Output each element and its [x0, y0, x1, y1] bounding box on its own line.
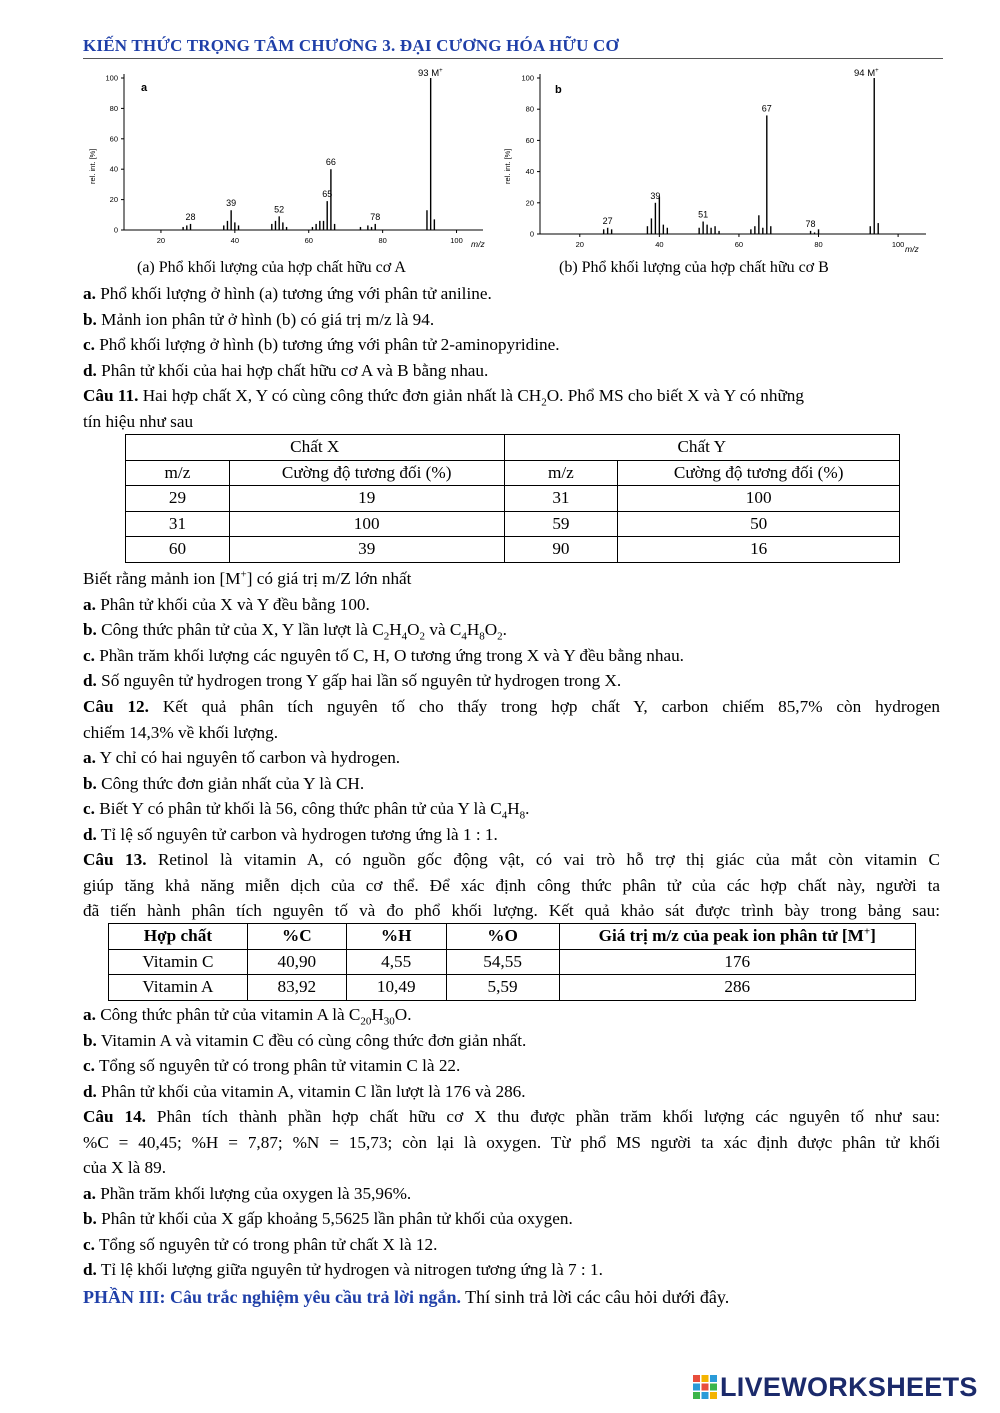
peak-label: 66 [325, 157, 336, 168]
table-row: Vitamin C 40,90 4,55 54,55 176 [109, 949, 916, 975]
q11-table-group-row [126, 435, 900, 461]
q11-col-mz-x: m/z [126, 460, 230, 486]
q10-statement-c: c. Phổ khối lượng ở hình (b) tương ứng với phân tử 2-aminopyridine. [83, 335, 560, 354]
page-header-title: KIẾN THỨC TRỌNG TÂM CHƯƠNG 3. ĐẠI CƯƠNG HÓA HỮU CƠ [83, 36, 619, 55]
q14-statement-d: d. Tỉ lệ khối lượng giữa nguyên tử hydrogen và nitrogen tương ứng là 7 : 1. [83, 1260, 603, 1279]
y-tick-label: 80 [525, 104, 534, 114]
q11-col-intensity-x: Cường độ tương đối (%) [229, 460, 504, 486]
x-tick-label: 40 [230, 236, 240, 245]
question-11-intro [83, 383, 940, 434]
spectrum-a-y-axis-label: rel. int. [%] [88, 148, 97, 184]
spectrum-a-caption: (a) Phổ khối lượng của hợp chất hữu cơ A [137, 259, 406, 276]
spectrum-b-molecular-ion-label: 94 M+ [854, 68, 879, 79]
q11-intro-line-2: tín hiệu như sau [83, 411, 194, 431]
y-tick-label: 20 [525, 198, 534, 208]
q13-col-c: %C [247, 924, 346, 950]
peak-label: 52 [274, 204, 285, 215]
q13-intro-line-3: đã tiến hành phân tích nguyên tố và đo phổ khối lượng. Kết quả khảo sát được trình bày trong bảng sau: [83, 901, 940, 920]
q12-statement-c: c. Biết Y có phân tử khối là 56, công thức phân tử của Y là $C_4H_8$. [83, 799, 530, 822]
table-row: 29 19 31 100 [126, 486, 900, 512]
q11-statement-b: b. Công thức phân tử của X, Y lần lượt là $C_2H_4O_2$ và $C_4H_8O_2$. [83, 620, 507, 643]
q10-statement-d: d. Phân tử khối của hai hợp chất hữu cơ A và B bằng nhau. [83, 360, 489, 380]
y-tick-label: 100 [521, 73, 534, 83]
liveworksheets-logo [693, 1371, 978, 1403]
q14-statement-b: b. Phân tử khối của X gấp khoảng 5,5625 lần phân tử khối của oxygen. [83, 1209, 573, 1228]
x-tick-label: 60 [734, 240, 744, 249]
liveworksheets-grid-icon [693, 1375, 717, 1399]
q10-statement-a: a. Phổ khối lượng ở hình (a) tương ứng với phân tử aniline. [83, 284, 492, 303]
header-divider [83, 58, 943, 59]
y-tick-label: 100 [105, 73, 118, 83]
q11-intro-line-1: Câu 11. Hai hợp chất X, Y có cùng công thức đơn giản nhất là $CH_2O$. Phổ MS cho biết X và Y có những [83, 386, 804, 409]
x-tick-label: 20 [156, 236, 166, 245]
q14-intro-line-3: của X là 89. [83, 1158, 167, 1177]
q14-statement-a: a. Phần trăm khối lượng của oxygen là 35,96%. [83, 1183, 412, 1203]
q13-col-h: %H [346, 924, 446, 950]
q13-table-header-row [109, 924, 916, 950]
y-tick-label: 80 [109, 103, 118, 113]
q11-note: Biết rằng mảnh ion [M+] có giá trị m/Z lớn nhất [83, 568, 412, 588]
q11-table-header-row [126, 460, 900, 486]
question-11-statements [83, 566, 940, 694]
table-row: 31 100 59 50 [126, 511, 900, 537]
peak-label: 28 [185, 211, 196, 222]
y-tick-label: 0 [113, 225, 118, 235]
spectrum-a-x-axis-label: m/z [471, 239, 485, 249]
q12-intro-line-2: chiếm 14,3% về khối lượng. [83, 722, 279, 742]
question-10-statements [83, 281, 940, 383]
y-tick-label: 40 [109, 164, 118, 174]
q11-ms-table [125, 434, 900, 563]
q11-col-intensity-y: Cường độ tương đối (%) [618, 460, 900, 486]
liveworksheets-logo-text: LIVEWORKSHEETS [720, 1371, 978, 1402]
q14-statement-c: c. Tổng số nguyên tử có trong phân tử chất X là 12. [83, 1234, 438, 1254]
spectrum-b-caption: (b) Phổ khối lượng của hợp chất hữu cơ B [559, 259, 829, 276]
peak-label: 78 [370, 211, 381, 222]
spectrum-b-x-axis-label: m/z [905, 244, 919, 254]
q13-intro-line-1: Câu 13. Retinol là vitamin A, có nguồn gốc động vật, có vai trò hỗ trợ thị giác của mắt còn vitamin C [83, 850, 941, 869]
x-tick-label: 100 [891, 240, 905, 249]
q10-statement-b: b. Mảnh ion phân tử ở hình (b) có giá trị m/z là 94. [83, 309, 435, 329]
x-tick-label: 80 [378, 236, 387, 245]
q13-col-peak: Giá trị m/z của peak ion phân tử [M+] [559, 924, 915, 950]
y-tick-label: 60 [525, 135, 534, 145]
q13-statement-c: c. Tổng số nguyên tử có trong phân tử vitamin C là 22. [83, 1056, 461, 1075]
x-tick-label: 20 [575, 240, 584, 249]
question-12 [83, 694, 940, 847]
section-3-instruction: Thí sinh trả lời các câu hỏi dưới đây. [460, 1287, 730, 1307]
spectrum-a-panel-label: a [141, 82, 148, 94]
spectrum-b-panel-label: b [555, 84, 562, 96]
q13-intro-line-2: giúp tăng khả năng miễn dịch của cơ thể. Để xác định công thức phân tử của các hợp chất này, người ta [83, 875, 940, 895]
q13-col-compound: Hợp chất [109, 924, 248, 950]
spectrum-b-y-axis-label: rel. int. [%] [503, 148, 512, 184]
peak-label: 67 [761, 103, 772, 114]
q12-statement-d: d. Tỉ lệ số nguyên tử carbon và hydrogen tương ứng là 1 : 1. [83, 824, 498, 844]
question-13-intro [83, 847, 940, 924]
peak-label: 78 [805, 218, 816, 229]
section-3-heading: PHẦN III: Câu trắc nghiệm yêu cầu trả lời ngắn. [83, 1287, 461, 1307]
q13-col-o: %O [446, 924, 559, 950]
x-tick-label: 80 [814, 240, 823, 249]
spectrum-a-molecular-ion-label: 93 M+ [418, 68, 443, 79]
section-3-heading-line [83, 1285, 940, 1311]
q13-statement-b: b. Vitamin A và vitamin C đều có cùng công thức đơn giản nhất. [83, 1030, 527, 1050]
x-tick-label: 60 [304, 236, 313, 245]
question-14 [83, 1104, 940, 1283]
q11-statement-c: c. Phần trăm khối lượng các nguyên tố C, H, O tương ứng trong X và Y đều bằng nhau. [83, 645, 684, 665]
q14-intro-line-1: Câu 14. Phân tích thành phần hợp chất hữu cơ X thu được phần trăm khối lượng các nguyên tố như sau: [83, 1107, 940, 1126]
question-13-statements [83, 1002, 940, 1104]
y-tick-label: 0 [529, 229, 534, 239]
q14-intro-line-2: %C = 40,45; %H = 7,87; %N = 15,73; còn lại là oxygen. Từ phổ MS người ta xác định được phân tử khối [83, 1132, 940, 1152]
q11-statement-a: a. Phân tử khối của X và Y đều bằng 100. [83, 594, 370, 614]
q11-col-mz-y: m/z [504, 460, 618, 486]
table-row: Vitamin A 83,92 10,49 5,59 286 [109, 975, 916, 1001]
peak-label: 27 [602, 215, 613, 226]
q11-group-x: Chất X [126, 435, 505, 461]
y-tick-label: 60 [109, 134, 118, 144]
y-tick-label: 20 [109, 195, 118, 205]
q11-statement-d: d. Số nguyên tử hydrogen trong Y gấp hai lần số nguyên tử hydrogen trong X. [83, 671, 622, 690]
q13-statement-a: a. Công thức phân tử của vitamin A là $C_{20}H_{30}O$. [83, 1005, 412, 1028]
peak-label: 51 [698, 209, 709, 220]
mass-spectrum-b [500, 62, 940, 257]
x-tick-label: 100 [450, 236, 463, 245]
table-row: 60 39 90 16 [126, 537, 900, 563]
q12-statement-b: b. Công thức đơn giản nhất của Y là CH. [83, 773, 365, 793]
peak-label: 39 [226, 198, 237, 209]
peak-label: 65 [322, 189, 333, 200]
q13-vitamin-table [108, 923, 916, 1001]
q12-statement-a: a. Y chỉ có hai nguyên tố carbon và hydrogen. [83, 748, 401, 767]
x-tick-label: 40 [655, 240, 664, 249]
peak-label: 39 [650, 190, 661, 201]
y-tick-label: 40 [525, 167, 534, 177]
q11-group-y: Chất Y [504, 435, 900, 461]
q12-intro-line-1: Câu 12. Kết quả phân tích nguyên tố cho thấy trong hợp chất Y, carbon chiếm 85,7% còn hydrogen [83, 697, 941, 716]
q13-statement-d: d. Phân tử khối của vitamin A, vitamin C lần lượt là 176 và 286. [83, 1081, 526, 1101]
mass-spectrum-a [80, 62, 500, 257]
